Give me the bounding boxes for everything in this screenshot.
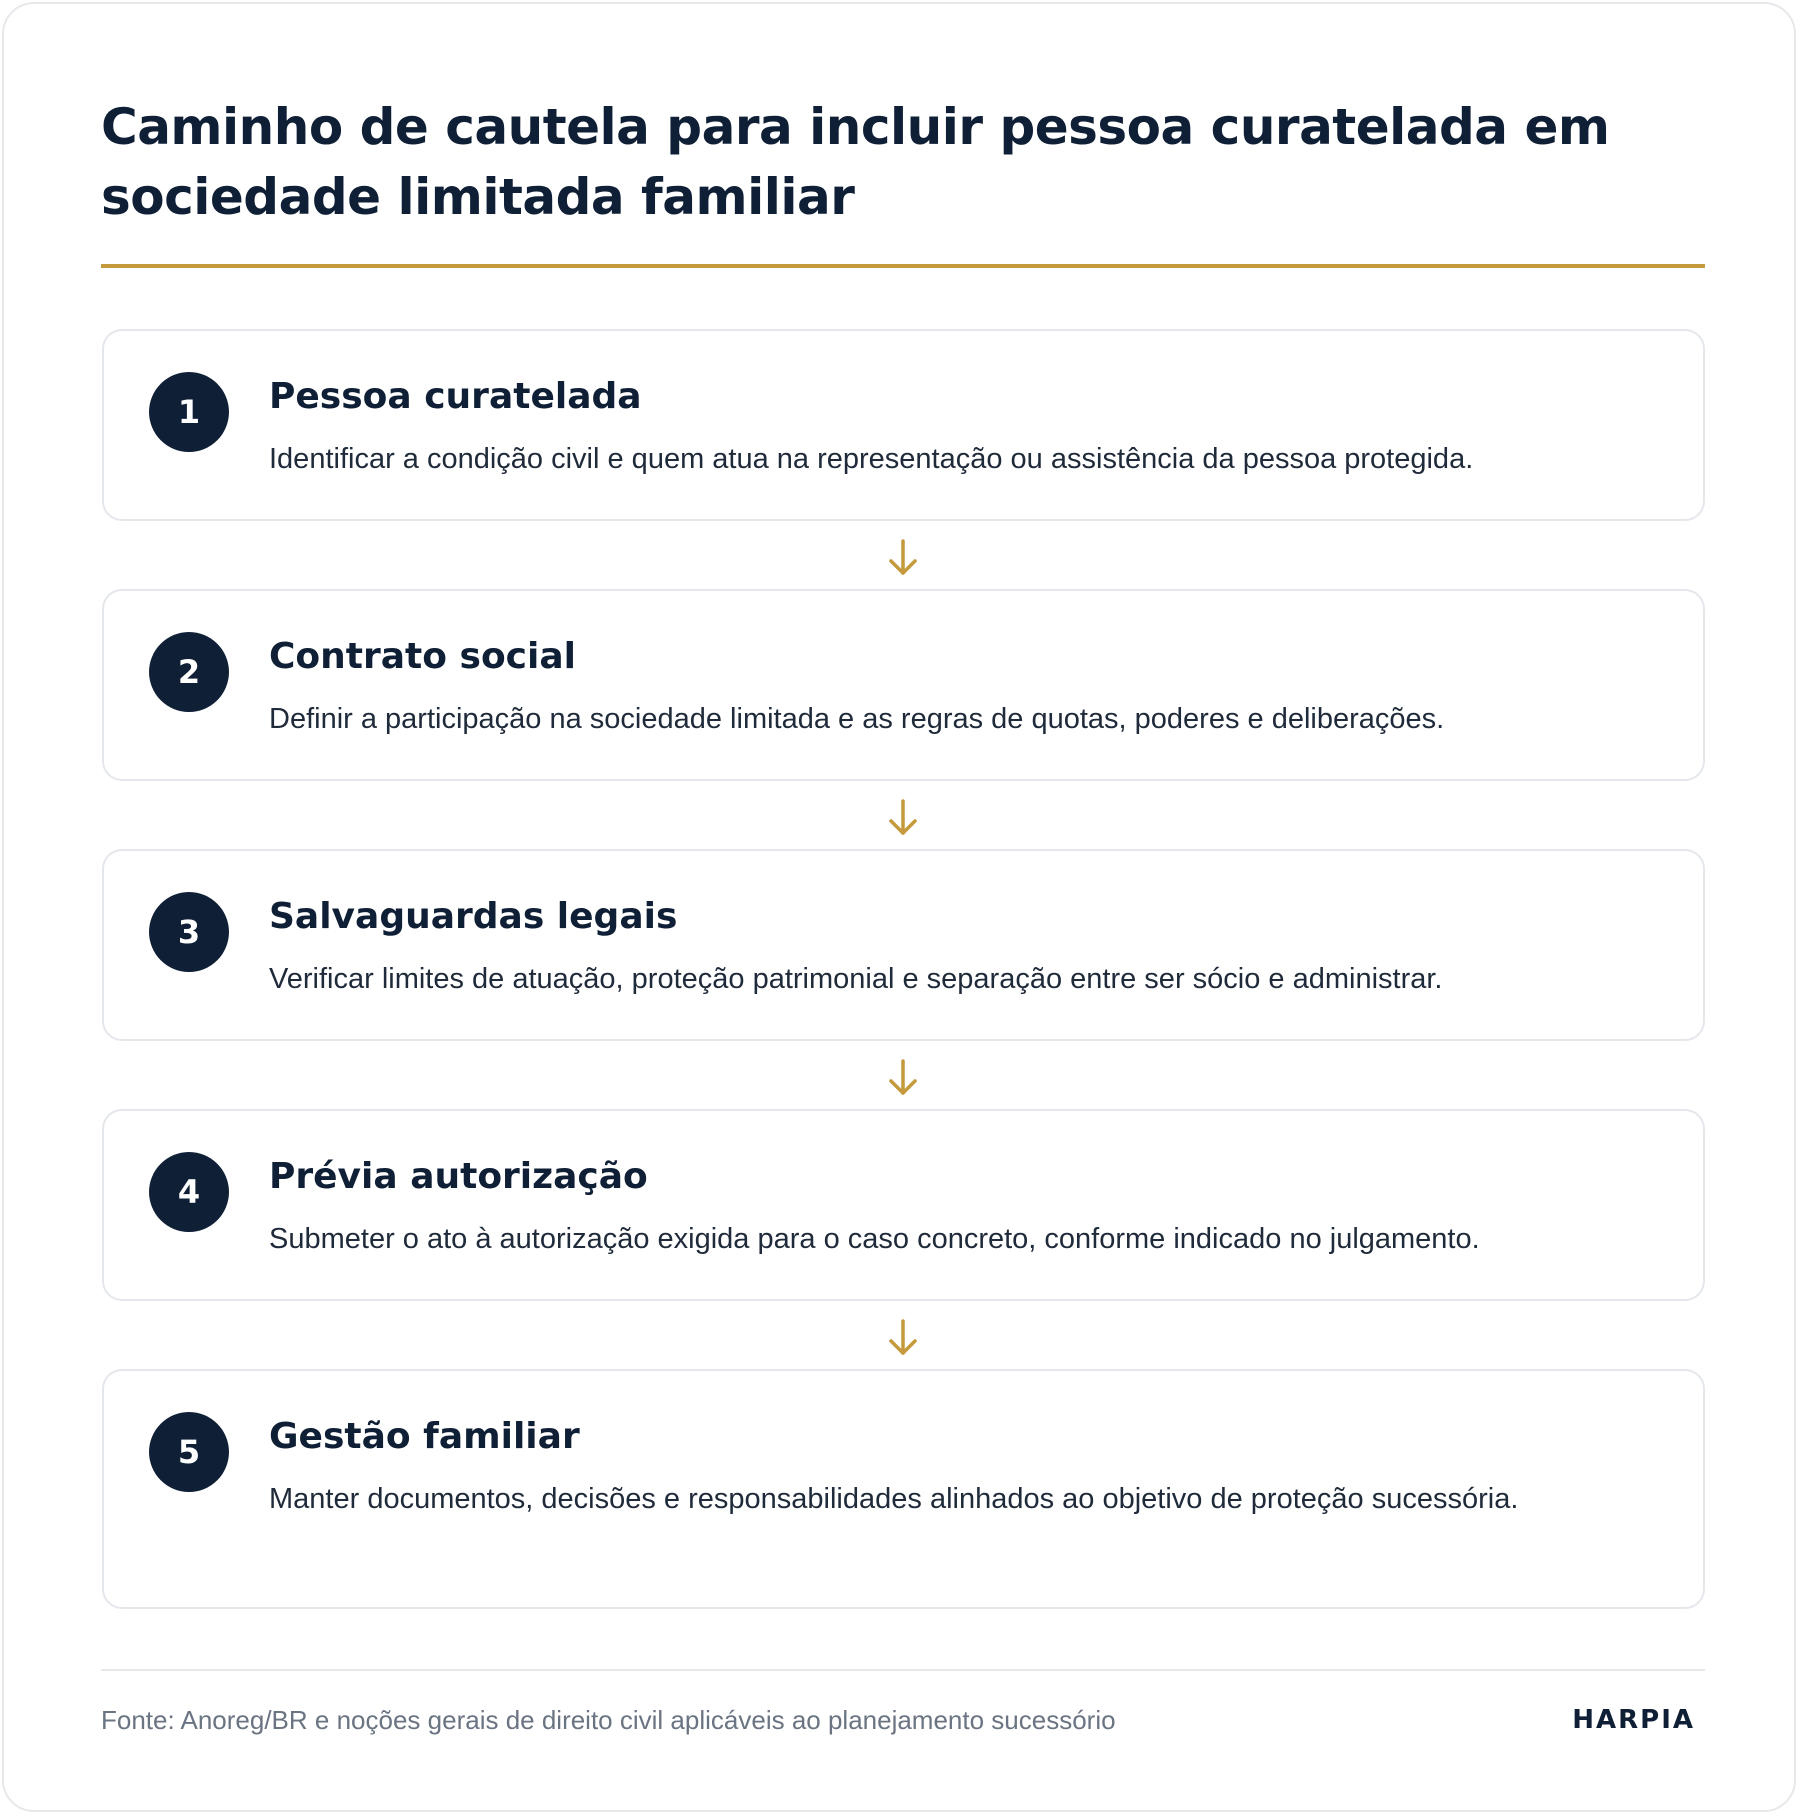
step-title: Prévia autorização [269, 1156, 648, 1197]
title-divider [101, 264, 1705, 268]
step-description: Submeter o ato à autorização exigida para o caso concreto, conforme indicado no julgamento. [269, 1223, 1480, 1255]
step-number-badge: 5 [149, 1412, 229, 1492]
step-description: Verificar limites de atuação, proteção patrimonial e separação entre ser sócio e administrar. [269, 963, 1443, 995]
step-number-badge: 2 [149, 632, 229, 712]
arrow-down-icon [887, 538, 919, 578]
arrow-down-icon [887, 798, 919, 838]
arrow-down-icon [887, 1318, 919, 1358]
step-title: Gestão familiar [269, 1416, 580, 1457]
step-number-badge: 1 [149, 372, 229, 452]
step-number-badge: 4 [149, 1152, 229, 1232]
step-number-badge: 3 [149, 892, 229, 972]
step-title: Contrato social [269, 636, 576, 677]
footer-divider [101, 1669, 1705, 1671]
step-card-4 [102, 1109, 1705, 1301]
page-title: Caminho de cautela para incluir pessoa curatelada em sociedade limitada familiar [101, 98, 1610, 226]
step-card-1 [102, 329, 1705, 521]
step-title: Pessoa curatelada [269, 376, 642, 417]
arrow-down-icon [887, 1058, 919, 1098]
brand-logo: HARPIA [1572, 1705, 1695, 1735]
step-card-3 [102, 849, 1705, 1041]
step-description: Definir a participação na sociedade limitada e as regras de quotas, poderes e deliberações. [269, 703, 1445, 735]
step-card-2 [102, 589, 1705, 781]
step-card-5 [102, 1369, 1705, 1609]
step-description: Manter documentos, decisões e responsabilidades alinhados ao objetivo de proteção sucessória. [269, 1483, 1519, 1515]
step-description: Identificar a condição civil e quem atua na representação ou assistência da pessoa protegida. [269, 443, 1474, 475]
source-note: Fonte: Anoreg/BR e noções gerais de direito civil aplicáveis ao planejamento sucessório [101, 1705, 1116, 1735]
step-title: Salvaguardas legais [269, 896, 678, 937]
infographic-card [2, 2, 1796, 1812]
